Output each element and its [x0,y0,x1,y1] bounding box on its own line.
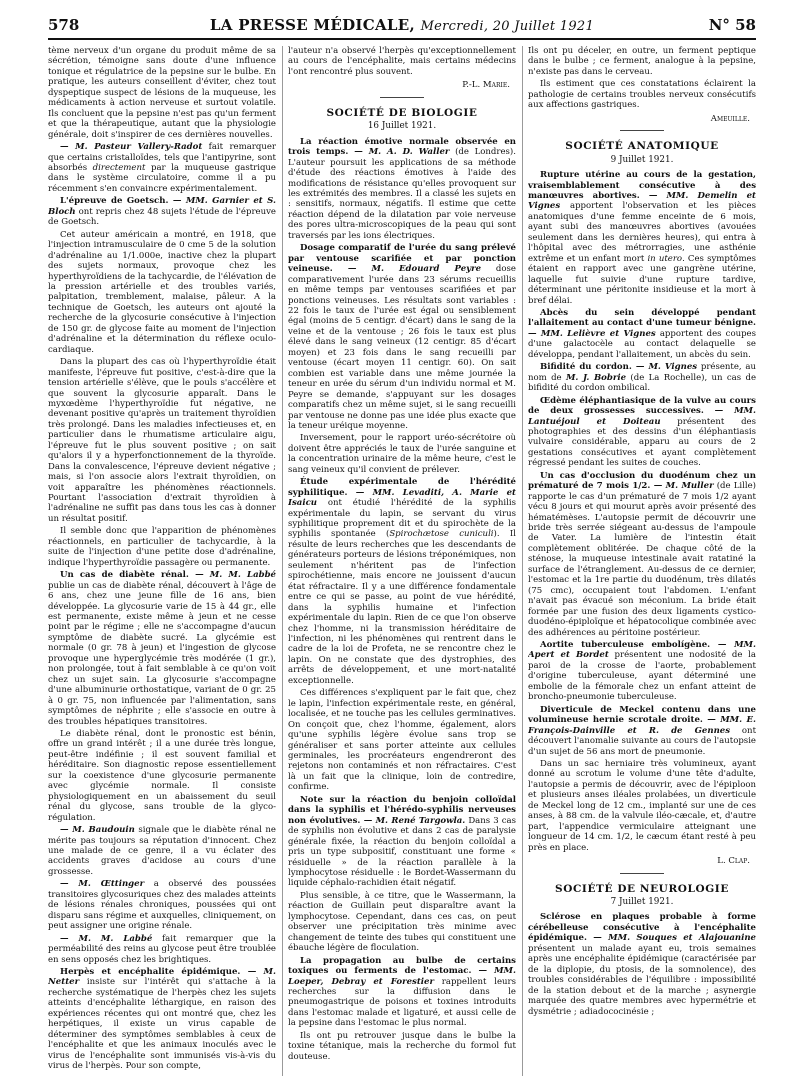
author-name: — M. Netter [48,966,276,988]
author-name: — MM. Garnier et S. Bloch [48,196,276,217]
text: présentent des photographies et des dessins d'un éléphantiasis vulvaire considérable, apparu au cours de 2 gestations consécutives et ayant complètement régressé pendant les suites de couches. [528,416,756,469]
paragraph: Dans un sac herniaire très volumineux, ayant donné au scrotum le volume d'une tête d'adulte, l'autopsie a permis de découvrir, avec de l'épiploon et plusieurs anses iléales prolabées, un diverticule de Meckel long de 12 cm., implanté sur une de ces anses, à 88 cm. de la valvule iléo-cæcale, et, d'autre part, l'appendice vermiculaire atteignant une longueur de 14 cm. 1/2, le cæcum étant resté à peu près en place. [528,759,756,853]
section-heading: SOCIÉTÉ DE NEUROLOGIE [555,882,729,895]
issue-number: N° 58 [708,16,756,34]
section-heading: SOCIÉTÉ DE BIOLOGIE [326,106,478,119]
paragraph: Ils ont pu déceler, en outre, un ferment peptique dans le bulbe ; ce ferment, analogue à la pepsine, n'existe pas dans le cerveau. [528,46,756,77]
section-divider [620,873,664,874]
column-2 [288,46,516,1076]
column-divider [282,46,283,1076]
paragraph [48,825,276,877]
author-name: — M. Vignes [631,362,698,373]
page-header [48,16,756,40]
article-title: La réaction émotive normale observée en trois temps. [288,136,516,158]
paragraph: Le diabète rénal, dont le pronostic est bénin, offre un grand intérêt ; il a une durée très longue, peut-être indéfinie ; il est souvent familial et héréditaire. Son diagnostic repose essentiellement sur la coexistence d'une glycosurie permanente avec glycémie normale. Il consiste physiologiquement en un abaissement du seuil rénal du glycose, sans trouble de la glyco-régulation. [48,729,276,823]
article-title: Œdème éléphantiasique de la vulve au cours de deux grossesses successives. [528,395,756,417]
text: dose comparativement l'urée dans 23 sérums recueillis en même temps par ventouses scarifiées et par ponctions veineuses. Les résultats sont variables : 22 fois le taux de l'urée est égal ou sensiblement égal (moins de 5 centigr. d'écart) dans le sang de la veine et de la ventouse ; 26 fois le taux est plus élevé dans le sang veineux (12 centigr. 85 d'écart moyen) et 23 fois dans le sang recueilli par ventouse (écart moyen 11 centigr. 60). On sait combien est variable dans une même journée la teneur en urée du sérum d'un individu normal et M. Peyre se demande, s'appuyant sur les dosages comparatifs chez un même sujet, si le sang recueilli par ventouse ne donne pas une idée plus exacte que la teneur uréique moyenne. [288,264,516,431]
paragraph: Ces différences s'expliquent par le fait que, chez le lapin, l'infection expérimentale reste, en général, localisée, et ne touche pas les cellules germinatives. On conçoit que, chez l'homme, également, alors qu'une syphilis légère évolue sans trop se généraliser et sans porter atteinte aux cellules germinales, les procréateurs engendreront des rejetons non contaminés et non réfractaires. C'est là un fait que la clinique, loin de contredire, confirme. [288,688,516,793]
author-name: — MM. Loeper, Debray et Forestier [288,966,516,987]
author-name: — M. M. Labbé [188,570,276,581]
text: publie un cas de diabète rénal, découvert à l'âge de 6 ans, chez une jeune fille de 16 ans, bien développée. La glycosurie varie de 15 à 44 gr., elle est permanente, existe même à jeun et ne cesse point par le régime ; elle ne s'accompagne d'aucun symptôme de diabète sucré. La glycémie est normale (0 gr. 78 à jeun) et l'ingestion de glycose provoque une hyperglycémie très modérée (1 gr.), non prolongée, tout à fait semblable à ce qu'on voit chez un sujet sain. La glycosurie s'accompagne d'une albuminurie orthostatique, variant de 0 gr. 25 à 0 gr. 75, non influencée par l'alimentation, sans symptômes de néphrite ; elle s'associe en outre à des troubles hépatiques transitoires. [48,580,276,727]
paragraph [48,142,276,194]
column-3 [528,46,756,1076]
author-name: — M. Muller [650,481,714,492]
article [288,137,516,242]
article [528,308,756,360]
article [528,640,756,703]
text: ont découvert l'anomalie suivante au cours de l'autopsie d'un sujet de 56 ans mort de pneumonie. [528,725,756,757]
author-name: — MM. Apert et Bordet [528,640,756,661]
section-date: 7 Juillet 1921. [610,896,674,907]
article-title: La propagation au bulbe de certains toxiques ou ferments de l'estomac. [288,955,516,977]
author-name: — M. René Targowla. [360,815,466,826]
section-heading: SOCIÉTÉ ANATOMIQUE [565,140,719,153]
text: présentent un malade ayant eu, trois semaines après une encéphalite épidémique (caractérisée par de la diplopie, du ptosis, de la somnolence), des troubles considérables de l'équilibre : impossibilité de la station debout et de la marche ; asynergie marquée des quatre membres avec hypermétrie et dysmétrie ; adiadococinésie ; [528,943,756,1017]
article-title: Bifidité du cordon. [540,362,632,373]
paragraph: Plus sensible, à ce titre, que le Wassermann, la réaction de Guillain peut disparaître avant la lymphocytose. Cependant, dans ces cas, on peut observer une précipitation très minime avec changement de teinte des tubes qui constituent une ébauche légère de floculation. [288,890,516,954]
text: ont étudié l'hérédité de la syphilis expérimentale du lapin, se servant du virus syphilitique proprement dit et du spirochète de la syphilis spontanée ( [288,498,516,540]
author-name: — M. A. D. Waller [348,147,450,158]
text: insiste sur l'intérêt qui s'attache à la recherche systématique de l'herpès chez les sujets atteints d'encéphalite léthargique, en raison des expériences récentes qui ont montré que, chez les herpétiques, il existe un virus capable de déterminer des symptômes semblables à ceux de l'encéphalite et que les animaux inoculés avec le virus de l'encéphalite sont immunisés vis-à-vis du virus de l'herpès. Pour son compte, [48,977,276,1072]
article-title: Un cas de diabète rénal. [60,570,189,581]
article [528,170,756,306]
text: (de La Rochelle), un cas de bifidité du cordon ombilical. [528,372,756,394]
signature: Ameuille. [710,113,750,124]
paragraph: tème nerveux d'un organe du produit même de sa sécrétion, témoigne sans doute d'une influence tonique et régulatrice de la pepsine sur le bulbe. En pratique, les auteurs conseillent d'éviter, chez tout dyspeptique suspect de lésions de la muqueuse, les médicaments à action nerveuse et surtout volatile. Ils concluent que la pepsine n'est pas qu'un ferment et que la thérapeutique, autant que la physiologie générale, doit s'inspirer de ces dernières nouvelles. [48,46,276,140]
article-title: Rupture utérine au cours de la gestation, vraisemblablement consécutive à des manœuvres abortives. [528,170,756,201]
text: apportent des coupes d'une galactocèle au contact delaquelle se développa, pendant l'allaitement, un abcès du sein. [528,328,756,360]
author-name: — MM. Lantuéjoul et Doiteau [528,406,756,427]
article-title: Sclérose en plaques probable à forme cérébelleuse consécutive à l'encéphalite épidémique. [528,912,756,944]
article-title: L'épreuve de Goetsch. [60,196,169,207]
section-date: 9 Juillet 1921. [610,154,674,165]
article [288,795,516,889]
author-name: — MM. Lelièvre et Vignes [528,328,656,339]
paragraph: Inversement, pour le rapport uréo-sécrétoire où doivent être appréciés le taux de l'urée sanguine et la concentration urinaire de la même heure, c'est le sang veineux qu'il convient de prélever. [288,433,516,475]
paragraph: Ils estiment que ces constatations éclairent la pathologie de certains troubles nerveux consécutifs aux affections gastriques. [528,79,756,111]
article [48,570,276,727]
author-name: — M. Pasteur Vallery-Radot [60,142,203,153]
author-name: M. J. Bobrie [565,372,627,383]
page-number: 578 [48,16,80,34]
article-title: Dosage comparatif de l'urée du sang prélevé par ventouse scarifiée et par ponction veineuse. [288,243,516,275]
section-divider [620,130,664,131]
article-title: Herpès et encéphalite épidémique. [60,966,241,977]
text: par la muqueuse gastrique dans le système circulatoire, comme il a pu récemment s'en convaincre expérimentalement. [48,162,276,194]
emphasis: in utero [647,253,683,264]
text: présente, au nom de [528,362,756,383]
article-title: Note sur la réaction du benjoin colloïdal dans la syphilis et l'hérédo-syphilis nerveuses non évolutives. [288,794,516,826]
author-name: — M. M. Labbé [60,933,153,944]
author-name: — MM. Souques et Alajouanine [586,933,756,944]
paragraph: l'auteur n'a observé l'herpès qu'exceptionnellement au cours de l'encéphalite, mais certains médecins l'ont rencontré plus souvent. [288,46,516,77]
article [288,956,516,1029]
article [528,705,756,757]
emphasis: Spirochætose cuniculi [389,529,494,540]
text: apportent l'observation et les pièces anatomiques d'une femme enceinte de 6 mois, ayant subi des manœuvres abortives (avouées seulement dans les dernières heures), qui entra à l'hôpital avec des métrorragies, une asthénie extrême et un enfant mort [528,201,756,264]
paragraph [48,879,276,931]
text: présentent une nodosité de la paroi de la crosse de l'aorte, probablement d'origine tuberculeuse, ayant déterminé une embolie de la fémorale chez un enfant atteint de broncho-pneumonie tuberculeuse. [528,650,756,703]
text: ). Il résulte de leurs recherches que les descendants de générateurs porteurs de lésions tréponémiques, non seulement n'héritent pas de l'infection spirochétienne, mais encore ne jouissent d'aucun état réfractaire. Il y a une différence fondamentale entre ce qui se passe, au point de vue hérédité, dans la syphilis humaine et l'infection expérimentale du lapin. Rien de ce que l'on observe chez l'homme, ni la transmission héréditaire de l'infection, ni les phénomènes qui rentrent dans le cadre de la loi de Profeta, ne se rencontre chez le lapin. On ne constate que des dystrophies, des arrêts de développement, et une mort-natalité exceptionnelle. [288,529,516,686]
text: rappellent leurs recherches sur la diffusion dans le pneumogastrique de poisons et toxines introduits dans l'estomac malade et ligaturé, et aussi celle de la pepsine dans l'estomac le plus normal. [288,976,516,1029]
text: signale que le diabète rénal ne mérite pas toujours sa réputation d'innocent. Chez une malade de ce genre, il a vu éclater des accidents graves d'acidose au cours d'une grossesse. [48,825,276,877]
article [528,471,756,638]
author-name: — MM. Levaditi, A. Marie et Isaicu [288,487,516,509]
column-1 [48,46,276,1076]
paragraph: Il semble donc que l'apparition de phénomènes réactionnels, en particulier de tachycardie, à la suite de l'injection d'une petite dose d'adrénaline, indique l'hyperthyroïdie passagère ou permanente. [48,526,276,568]
article [48,196,276,227]
author-name: — MM. Demelin et Vignes [528,190,756,212]
article [48,967,276,1072]
section-divider [380,97,424,98]
text: ont repris chez 48 sujets l'étude de l'épreuve de Goetsch. [48,206,276,228]
masthead [48,16,756,34]
article-title: Un cas d'occlusion du duodénum chez un prématuré de 7 mois 1/2. [528,470,756,492]
emphasis: directement [92,162,146,173]
text: fait remarquer que la perméabilité des reins au glycose peut être troublée en sens opposés chez les brightiques. [48,933,276,965]
text: (de Londres). L'auteur poursuit les applications de sa méthode d'étude des réactions émotives à l'aide des modifications de résistance qu'elles provoquent sur les extrémités des membres. Il a classé les sujets en : sensitifs, normaux, négatifs. Il estime que cette réaction dépend de la dilatation par voie nerveuse des pores ultra-microscopiques de la peau qui sont traversés par les ions électriques. [288,147,516,241]
paragraph: Cet auteur américain a montré, en 1918, que l'injection intramusculaire de 0 cme 5 de la solution d'adrénaline au 1/1.000e, inactive chez la plupart des sujets normaux, provoque chez les hyperthyroïdiens de la tachycardie, de l'élévation de la pression artérielle et des troubles variés, palpitation, tremblement, malaise, pâleur. A la technique de Goetsch, les auteurs ont ajouté la recherche de la glycosurie consécutive à l'injection de 150 gr. de glycose faite au moment de l'injection d'adrénaline et la détermination du réflexe oculo-cardiaque. [48,229,276,355]
paragraph: Dans la plupart des cas où l'hyperthyroïdie était manifeste, l'épreuve fut positive, c'est-à-dire que la tension artérielle s'élève, que le pouls s'accélère et que souvent la glycosurie apparaît. Dans le myxœdème l'hyperthyroïdie fut négative, ne devenant positive qu'après un traitement thyroïdien très prolongé. Dans les maladies infectieuses et, en particulier dans le rhumatisme articulaire aigu, l'épreuve fut le plus souvent positive ; on sait qu'alors il y a hyperfonctionnement de la thyroïde. Dans la convalescence, l'épreuve devient négative ; mais, si l'on associe alors l'extrait thyroïdien, on voit apparaître les phénomènes réactionnels. Pourtant l'association d'extrait thyroïdien à l'adrénaline ne suffit pas dans tous les cas à donner un résultat positif. [48,357,276,524]
article-title: Diverticule de Meckel contenu dans une volumineuse hernie scrotale droite. [528,704,756,726]
article [528,362,756,393]
author-name: — M. Edouard Peyre [332,264,482,275]
signature: P.-L. Marie. [462,80,510,91]
signature: L. Clap. [717,856,750,867]
column-divider [522,46,523,1076]
paragraph [48,934,276,965]
article-title: Aortite tuberculeuse embolígène. [540,640,711,651]
publication-name: LA PRESSE MÉDICALE, [209,16,416,34]
text: (de Lille) rapporte le cas d'un prématuré de 7 mois 1/2 ayant vécu 8 jours et qui mourut après avoir présenté des hématémèses. L'autopsie permit de découvrir une bride très serrée siégeant au-dessus de l'ampoule de Vater. La lumière de l'intestin était complètement oblitérée. De chaque côté de la sténose, la muqueuse intestinale avait ratatiné la surface de l'étranglement. Au-dessus de ce dernier, l'estomac et la 1re partie du duodénum, très dilatés (75 cmc), occupaient tout l'abdomen. L'enfant n'avait pas évacué son méconium. La bride était formée par une fusion des deux ligaments cystico-duodéno-épiploïque et hépatocolique combinée avec des adhérences au péritoine postérieur. [528,481,756,638]
article-title: Étude expérimentale de l'hérédité syphilitique. [288,477,516,498]
article [288,477,516,686]
section-date: 16 Juillet 1921. [367,121,437,132]
issue-date: Mercredi, 20 Juillet 1921 [420,19,595,34]
author-name: — M. Œttinger [60,879,145,890]
article [288,243,516,431]
article [528,912,756,1017]
paragraph: Ils ont pu retrouver jusque dans le bulbe la toxine tétanique, mais la recherche du formol fut douteuse. [288,1030,516,1062]
text: fait remarquer que certains cristalloïdes, tels que l'antipyrine, sont absorbés [48,142,276,173]
text: Dans 3 cas de syphilis non évolutive et dans 2 cas de paralysie générale fixée, la réaction du benjoin colloïdal a pris un type subpositif, constituant une forme « résiduelle » de la réaction parallèle à la lymphocytose résiduelle : le Bordet-Wassermann du liquide céphalo-rachidien était négatif. [288,815,516,889]
article [528,396,756,469]
author-name: — MM. E. François-Dainville et R. de Gennes [528,715,756,736]
article-title: Abcès du sein développé pendant l'allaitement au contact d'une tumeur bénigne. [528,307,756,329]
author-name: — M. Baudouin [60,825,135,836]
text: . Ces symptômes étaient en rapport avec une gangrène utérine, laquelle fut suivie d'une rupture tardive, déterminant une péritonite insidieuse et la mort à bref délai. [528,253,756,306]
text: a observé des poussées transitoires glycosuriques chez des malades atteints de lésions rénales chroniques, poussées qui ont disparu sans régime et auxquelles, cliniquement, on peut assigner une origine rénale. [48,879,276,932]
